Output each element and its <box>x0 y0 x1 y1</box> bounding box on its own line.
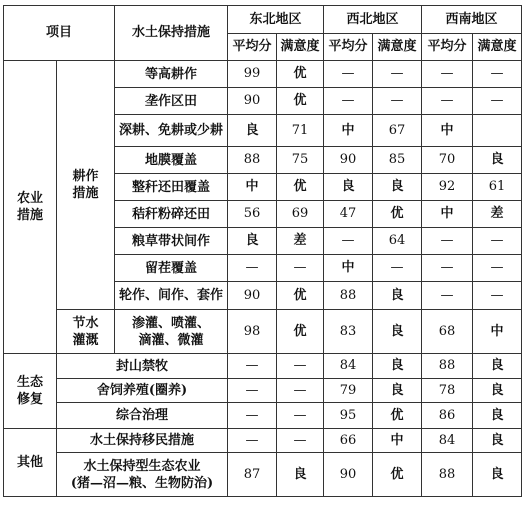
avg-score-cell: 84 <box>324 354 373 379</box>
satisfaction-cell: — <box>473 88 522 115</box>
avg-score-cell: — <box>324 61 373 88</box>
avg-score-cell: 87 <box>228 453 277 497</box>
avg-score-cell: 88 <box>422 453 473 497</box>
measure-cell: 水土保持移民措施 <box>57 429 228 453</box>
measure-cell: 留茬覆盖 <box>115 255 228 282</box>
avg-score-cell: — <box>228 403 277 429</box>
satisfaction-cell: 良 <box>473 354 522 379</box>
avg-score-cell: — <box>228 354 277 379</box>
table-row <box>4 379 522 403</box>
satisfaction-cell: 中 <box>473 310 522 354</box>
measure-cell: 粮草带状间作 <box>115 228 228 255</box>
header-measure: 水土保持措施 <box>115 6 228 61</box>
satisfaction-cell: 69 <box>277 201 324 228</box>
avg-score-cell: 47 <box>324 201 373 228</box>
header-row-1 <box>4 6 522 34</box>
table-row <box>4 403 522 429</box>
satisfaction-cell: 良 <box>473 429 522 453</box>
satisfaction-cell: 67 <box>373 115 422 147</box>
satisfaction-cell: 良 <box>373 282 422 310</box>
avg-score-cell: 92 <box>422 174 473 201</box>
satisfaction-cell: — <box>473 255 522 282</box>
avg-score-cell: 中 <box>422 201 473 228</box>
header-region-southwest: 西南地区 <box>422 6 522 34</box>
satisfaction-cell: — <box>277 255 324 282</box>
avg-score-cell: — <box>228 255 277 282</box>
avg-score-cell: 良 <box>324 174 373 201</box>
measure-cell: 垄作区田 <box>115 88 228 115</box>
group-eco-restoration: 生态 修复 <box>4 354 57 429</box>
avg-score-cell: 86 <box>422 403 473 429</box>
avg-score-cell: 88 <box>228 147 277 174</box>
group-tillage: 耕作 措施 <box>57 61 115 310</box>
satisfaction-cell: 优 <box>277 174 324 201</box>
measure-cell: 水土保持型生态农业 (猪—沼—粮、生物防治) <box>57 453 228 497</box>
satisfaction-cell: — <box>473 228 522 255</box>
satisfaction-cell: 中 <box>373 429 422 453</box>
table-row <box>4 453 522 497</box>
avg-score-cell: — <box>422 228 473 255</box>
group-irrigation: 节水 灌溉 <box>57 310 115 354</box>
table-row <box>4 354 522 379</box>
header-sat: 满意度 <box>473 34 522 61</box>
satisfaction-cell: 良 <box>473 403 522 429</box>
measure-cell: 地膜覆盖 <box>115 147 228 174</box>
satisfaction-cell: 良 <box>473 147 522 174</box>
avg-score-cell: 98 <box>228 310 277 354</box>
measure-cell: 秸秆粉碎还田 <box>115 201 228 228</box>
avg-score-cell: 90 <box>228 282 277 310</box>
satisfaction-cell: 75 <box>277 147 324 174</box>
satisfaction-cell: 优 <box>373 453 422 497</box>
satisfaction-cell: 优 <box>277 61 324 88</box>
avg-score-cell: 79 <box>324 379 373 403</box>
measure-cell: 封山禁牧 <box>57 354 228 379</box>
header-region-northwest: 西北地区 <box>324 6 422 34</box>
header-avg: 平均分 <box>324 34 373 61</box>
satisfaction-cell: 良 <box>277 453 324 497</box>
header-region-northeast: 东北地区 <box>228 6 324 34</box>
satisfaction-cell: 71 <box>277 115 324 147</box>
avg-score-cell: 83 <box>324 310 373 354</box>
satisfaction-cell: 良 <box>473 379 522 403</box>
avg-score-cell: 78 <box>422 379 473 403</box>
avg-score-cell: 中 <box>324 115 373 147</box>
satisfaction-cell: — <box>277 379 324 403</box>
satisfaction-cell: 良 <box>373 310 422 354</box>
measures-table <box>3 5 522 497</box>
avg-score-cell: 84 <box>422 429 473 453</box>
table-row <box>4 310 522 354</box>
avg-score-cell: 良 <box>228 228 277 255</box>
satisfaction-cell: — <box>373 61 422 88</box>
satisfaction-cell: 61 <box>473 174 522 201</box>
satisfaction-cell: — <box>473 282 522 310</box>
measure-cell: 等高耕作 <box>115 61 228 88</box>
avg-score-cell: — <box>422 88 473 115</box>
avg-score-cell: 90 <box>324 147 373 174</box>
satisfaction-cell <box>473 115 522 147</box>
satisfaction-cell: — <box>373 88 422 115</box>
avg-score-cell: 良 <box>228 115 277 147</box>
satisfaction-cell: 差 <box>277 228 324 255</box>
header-item: 项目 <box>4 6 115 61</box>
avg-score-cell: — <box>324 228 373 255</box>
measure-cell: 轮作、间作、套作 <box>115 282 228 310</box>
satisfaction-cell: 64 <box>373 228 422 255</box>
header-sat: 满意度 <box>277 34 324 61</box>
avg-score-cell: — <box>228 429 277 453</box>
group-other: 其他 <box>4 429 57 497</box>
measure-cell: 整秆还田覆盖 <box>115 174 228 201</box>
satisfaction-cell: 差 <box>473 201 522 228</box>
satisfaction-cell: 优 <box>277 310 324 354</box>
table-row <box>4 429 522 453</box>
satisfaction-cell: 85 <box>373 147 422 174</box>
avg-score-cell: — <box>228 379 277 403</box>
satisfaction-cell: 优 <box>277 88 324 115</box>
avg-score-cell: 88 <box>324 282 373 310</box>
avg-score-cell: 56 <box>228 201 277 228</box>
avg-score-cell: — <box>422 61 473 88</box>
satisfaction-cell: 优 <box>277 282 324 310</box>
header-sat: 满意度 <box>373 34 422 61</box>
avg-score-cell: 95 <box>324 403 373 429</box>
satisfaction-cell: 良 <box>373 174 422 201</box>
avg-score-cell: 66 <box>324 429 373 453</box>
satisfaction-cell: — <box>373 255 422 282</box>
measure-cell: 舍饲养殖(圈养) <box>57 379 228 403</box>
avg-score-cell: — <box>324 88 373 115</box>
satisfaction-cell: 良 <box>473 453 522 497</box>
satisfaction-cell: 优 <box>373 403 422 429</box>
satisfaction-cell: — <box>277 354 324 379</box>
satisfaction-cell: — <box>277 429 324 453</box>
avg-score-cell: 中 <box>228 174 277 201</box>
header-avg: 平均分 <box>422 34 473 61</box>
avg-score-cell: 90 <box>324 453 373 497</box>
header-avg: 平均分 <box>228 34 277 61</box>
avg-score-cell: 90 <box>228 88 277 115</box>
satisfaction-cell: — <box>277 403 324 429</box>
measure-cell: 深耕、免耕或少耕 <box>115 115 228 147</box>
avg-score-cell: 68 <box>422 310 473 354</box>
measure-cell: 综合治理 <box>57 403 228 429</box>
avg-score-cell: — <box>422 282 473 310</box>
avg-score-cell: 88 <box>422 354 473 379</box>
satisfaction-cell: 良 <box>373 354 422 379</box>
satisfaction-cell: 良 <box>373 379 422 403</box>
satisfaction-cell: 优 <box>373 201 422 228</box>
avg-score-cell: 中 <box>422 115 473 147</box>
table-row <box>4 61 522 88</box>
avg-score-cell: — <box>422 255 473 282</box>
group-agriculture: 农业 措施 <box>4 61 57 354</box>
avg-score-cell: 中 <box>324 255 373 282</box>
satisfaction-cell: — <box>473 61 522 88</box>
avg-score-cell: 70 <box>422 147 473 174</box>
avg-score-cell: 99 <box>228 61 277 88</box>
measure-cell: 渗灌、喷灌、 滴灌、微灌 <box>115 310 228 354</box>
